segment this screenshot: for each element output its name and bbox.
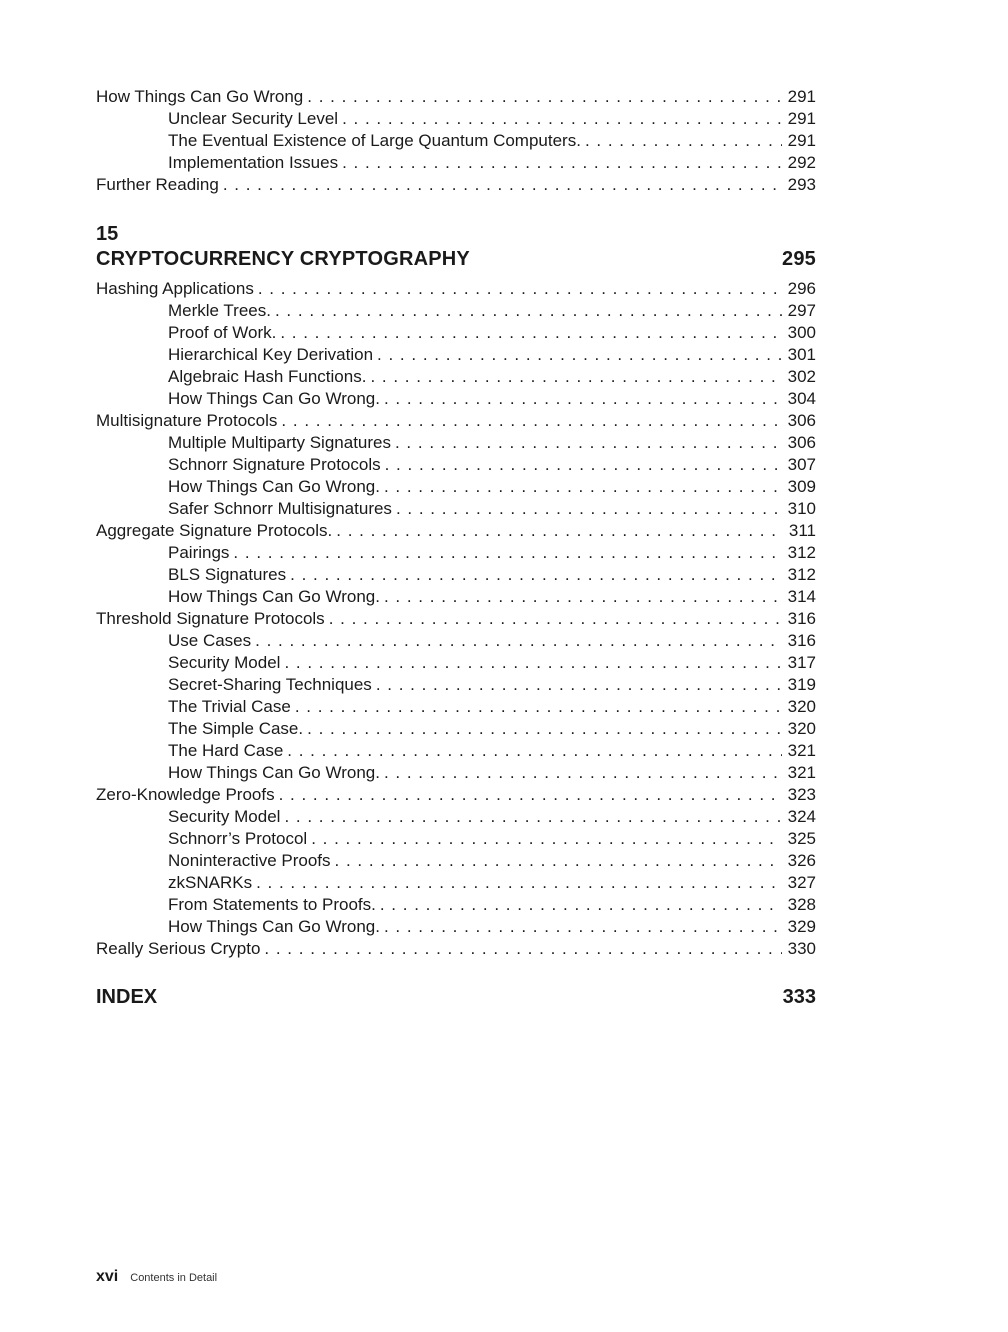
dot-leader xyxy=(275,300,782,322)
dot-leader xyxy=(396,498,782,520)
toc-subentry[interactable] xyxy=(96,674,816,696)
toc-subentry[interactable] xyxy=(96,542,816,564)
toc-entry-page: 328 xyxy=(787,895,816,914)
toc-entry-page: 304 xyxy=(787,389,816,408)
toc-subentry[interactable] xyxy=(96,806,816,828)
toc-entry-label: Unclear Security Level xyxy=(168,109,339,128)
toc-entry-label: Multisignature Protocols xyxy=(96,411,278,430)
dot-leader xyxy=(281,410,781,432)
toc-entry-label: Further Reading xyxy=(96,175,219,194)
toc-subentry[interactable] xyxy=(96,828,816,850)
toc-entry-page: 309 xyxy=(787,477,816,496)
toc-subentry[interactable] xyxy=(96,762,816,784)
toc-entry-page: 317 xyxy=(787,653,816,672)
toc-entry-label: Security Model xyxy=(168,807,281,826)
toc-entry[interactable] xyxy=(96,784,816,806)
toc-subentry[interactable] xyxy=(96,916,816,938)
toc-entry-label: How Things Can Go Wrong. xyxy=(168,587,380,606)
dot-leader xyxy=(233,542,781,564)
toc-entry-label: Proof of Work. xyxy=(168,323,277,342)
dot-leader xyxy=(385,454,782,476)
toc-subentry[interactable] xyxy=(96,850,816,872)
toc-entry-label: Use Cases xyxy=(168,631,252,650)
toc-entry-label: Pairings xyxy=(168,543,230,562)
toc-entry-label: Really Serious Crypto xyxy=(96,939,261,958)
toc-entry-page: 293 xyxy=(787,175,816,194)
toc-subentry[interactable] xyxy=(96,498,816,520)
toc-entry-page: 329 xyxy=(787,917,816,936)
toc-entry-label: Implementation Issues xyxy=(168,153,339,172)
page-footer xyxy=(96,1268,217,1286)
dot-leader xyxy=(280,322,781,344)
toc-subentry[interactable] xyxy=(96,718,816,740)
index-title: INDEX xyxy=(96,986,158,1008)
dot-leader xyxy=(335,850,782,872)
toc-entry-page: 320 xyxy=(787,719,816,738)
running-head: Contents in Detail xyxy=(130,1272,218,1284)
dot-leader xyxy=(256,872,782,894)
toc-entry-page: 302 xyxy=(787,367,816,386)
toc-subentry[interactable] xyxy=(96,108,816,130)
dot-leader xyxy=(380,894,782,916)
toc-entry-label: Hierarchical Key Derivation xyxy=(168,345,374,364)
toc-subentry[interactable] xyxy=(96,564,816,586)
dot-leader xyxy=(287,740,781,762)
toc-entry-label: Noninteractive Proofs xyxy=(168,851,331,870)
toc-subentry[interactable] xyxy=(96,476,816,498)
toc-entry-page: 314 xyxy=(787,587,816,606)
dot-leader xyxy=(384,388,782,410)
toc-entry-label: From Statements to Proofs. xyxy=(168,895,376,914)
toc-subentry[interactable] xyxy=(96,630,816,652)
toc-subentry[interactable] xyxy=(96,696,816,718)
toc-entry-page: 296 xyxy=(787,279,816,298)
toc-entry-page: 312 xyxy=(787,543,816,562)
toc-entry-label: Hashing Applications xyxy=(96,279,254,298)
dot-leader xyxy=(284,652,781,674)
toc-entry-page: 319 xyxy=(787,675,816,694)
dot-leader xyxy=(258,278,782,300)
toc-entry[interactable] xyxy=(96,520,816,542)
toc-page xyxy=(96,86,816,1010)
toc-entry-page: 301 xyxy=(787,345,816,364)
toc-entry-page: 316 xyxy=(787,631,816,650)
toc-entry[interactable] xyxy=(96,608,816,630)
dot-leader xyxy=(376,674,782,696)
dot-leader xyxy=(290,564,781,586)
dot-leader xyxy=(223,174,782,196)
toc-entry-page: 312 xyxy=(787,565,816,584)
toc-entry-label: How Things Can Go Wrong. xyxy=(168,763,380,782)
toc-subentry[interactable] xyxy=(96,454,816,476)
toc-entry-page: 325 xyxy=(787,829,816,848)
toc-entry-page: 321 xyxy=(787,763,816,782)
dot-leader xyxy=(329,608,782,630)
dot-leader xyxy=(311,828,781,850)
toc-entry-page: 292 xyxy=(787,153,816,172)
dot-leader xyxy=(255,630,781,652)
dot-leader xyxy=(585,130,782,152)
toc-subentry[interactable] xyxy=(96,300,816,322)
toc-entry-page: 306 xyxy=(787,411,816,430)
toc-entry-label: Zero-Knowledge Proofs xyxy=(96,785,275,804)
toc-top-entries xyxy=(96,86,816,196)
dot-leader xyxy=(342,152,782,174)
toc-entry-page: 297 xyxy=(787,301,816,320)
toc-entry-label: Merkle Trees. xyxy=(168,301,271,320)
toc-subentry[interactable] xyxy=(96,130,816,152)
toc-entry-page: 291 xyxy=(787,109,816,128)
chapter-title: CRYPTOCURRENCY CRYPTOGRAPHY xyxy=(96,248,470,270)
toc-entry-page: 300 xyxy=(787,323,816,342)
dot-leader xyxy=(284,806,781,828)
toc-entry-label: How Things Can Go Wrong xyxy=(96,87,304,106)
toc-subentry[interactable] xyxy=(96,894,816,916)
dot-leader xyxy=(384,586,782,608)
dot-leader xyxy=(336,520,783,542)
toc-subentry[interactable] xyxy=(96,388,816,410)
toc-entry[interactable] xyxy=(96,410,816,432)
dot-leader xyxy=(377,344,782,366)
toc-entry[interactable] xyxy=(96,278,816,300)
folio: xvi xyxy=(96,1268,119,1285)
toc-entry-page: 291 xyxy=(787,87,816,106)
toc-entry-page: 321 xyxy=(787,741,816,760)
toc-entry-page: 291 xyxy=(787,131,816,150)
dot-leader xyxy=(307,718,782,740)
toc-entry-page: 323 xyxy=(787,785,816,804)
toc-entry-label: Multiple Multiparty Signatures xyxy=(168,433,391,452)
toc-entry-label: Security Model xyxy=(168,653,281,672)
dot-leader xyxy=(295,696,782,718)
toc-entry-page: 327 xyxy=(787,873,816,892)
dot-leader xyxy=(384,476,782,498)
toc-entry-label: Algebraic Hash Functions. xyxy=(168,367,367,386)
toc-chapter-entries xyxy=(96,278,816,960)
toc-subentry[interactable] xyxy=(96,740,816,762)
toc-entry[interactable] xyxy=(96,938,816,960)
toc-entry-label: The Hard Case xyxy=(168,741,284,760)
toc-subentry[interactable] xyxy=(96,322,816,344)
dot-leader xyxy=(307,86,781,108)
toc-subentry[interactable] xyxy=(96,872,816,894)
toc-entry-page: 326 xyxy=(787,851,816,870)
toc-entry-label: The Trivial Case xyxy=(168,697,291,716)
toc-subentry[interactable] xyxy=(96,366,816,388)
dot-leader xyxy=(279,784,782,806)
toc-entry-label: The Eventual Existence of Large Quantum Computers. xyxy=(168,131,581,150)
toc-subentry[interactable] xyxy=(96,652,816,674)
toc-entry-label: Secret-Sharing Techniques xyxy=(168,675,372,694)
index-page: 333 xyxy=(782,986,816,1008)
toc-entry-label: Threshold Signature Protocols xyxy=(96,609,325,628)
toc-entry-label: Aggregate Signature Protocols. xyxy=(96,521,333,540)
dot-leader xyxy=(264,938,781,960)
chapter-title-row[interactable] xyxy=(96,246,816,272)
toc-entry-page: 320 xyxy=(787,697,816,716)
toc-entry-label: How Things Can Go Wrong. xyxy=(168,917,380,936)
toc-entry-label: How Things Can Go Wrong. xyxy=(168,477,380,496)
toc-entry-label: Schnorr Signature Protocols xyxy=(168,455,381,474)
toc-entry-page: 307 xyxy=(787,455,816,474)
toc-entry-page: 311 xyxy=(788,521,816,540)
chapter-heading xyxy=(96,222,816,272)
toc-entry-label: BLS Signatures xyxy=(168,565,287,584)
toc-subentry[interactable] xyxy=(96,586,816,608)
toc-entry-page: 330 xyxy=(787,939,816,958)
dot-leader xyxy=(384,916,782,938)
toc-entry-label: zkSNARKs xyxy=(168,873,253,892)
toc-entry-label: Safer Schnorr Multisignatures xyxy=(168,499,392,518)
dot-leader xyxy=(370,366,781,388)
toc-entry[interactable] xyxy=(96,174,816,196)
toc-subentry[interactable] xyxy=(96,432,816,454)
toc-entry[interactable] xyxy=(96,86,816,108)
dot-leader xyxy=(384,762,782,784)
toc-entry-page: 310 xyxy=(787,499,816,518)
dot-leader xyxy=(342,108,782,130)
toc-entry-page: 324 xyxy=(787,807,816,826)
dot-leader xyxy=(395,432,782,454)
toc-subentry[interactable] xyxy=(96,152,816,174)
toc-entry-label: Schnorr’s Protocol xyxy=(168,829,308,848)
toc-subentry[interactable] xyxy=(96,344,816,366)
index-heading[interactable] xyxy=(96,984,816,1010)
toc-entry-page: 306 xyxy=(787,433,816,452)
chapter-page: 295 xyxy=(782,248,816,270)
toc-entry-label: How Things Can Go Wrong. xyxy=(168,389,380,408)
toc-entry-label: The Simple Case. xyxy=(168,719,304,738)
chapter-number: 15 xyxy=(96,223,119,245)
toc-entry-page: 316 xyxy=(787,609,816,628)
